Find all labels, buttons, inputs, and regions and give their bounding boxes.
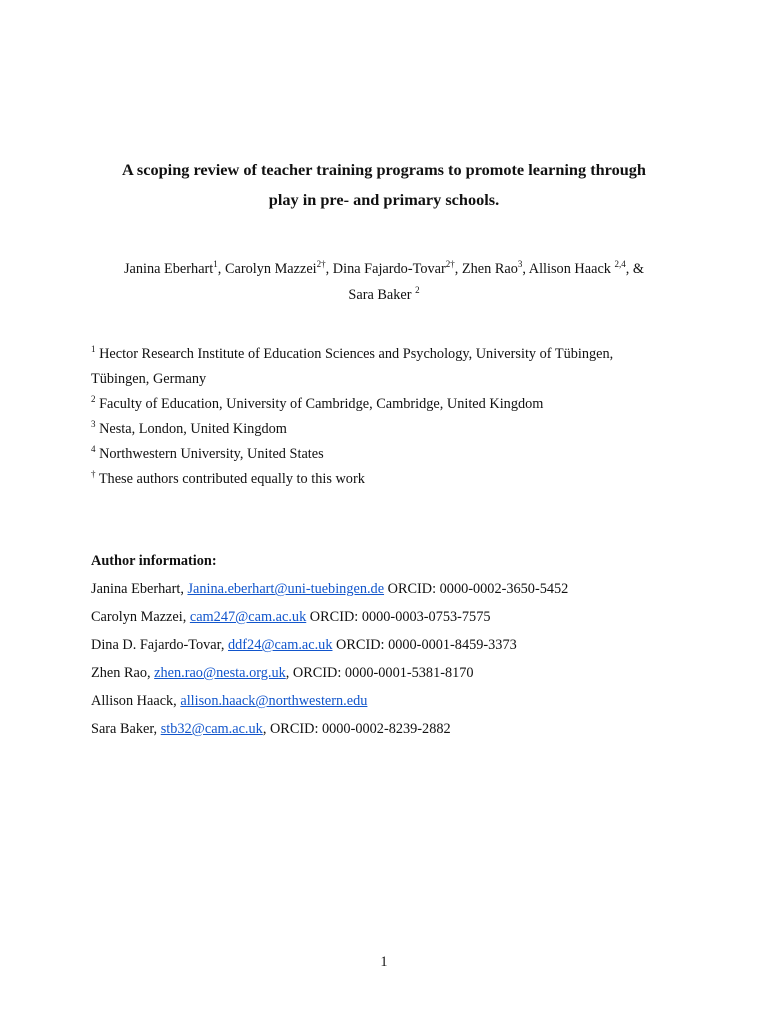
affiliation-text: Nesta, London, United Kingdom	[99, 421, 287, 437]
affiliation-item-continuation: Tübingen, Germany	[91, 371, 207, 387]
author-orcid: , ORCID: 0000-0002-8239-2882	[262, 721, 451, 737]
author-orcid: , ORCID: 0000-0001-5381-8170	[285, 665, 474, 681]
affiliation-mark: †	[91, 469, 96, 479]
title-line-2: play in pre- and primary schools.	[268, 190, 500, 209]
affiliation-text: These authors contributed equally to this work	[98, 471, 365, 487]
page-number: 1	[380, 954, 388, 970]
paper-title	[60, 155, 708, 215]
author-orcid: ORCID: 0000-0002-3650-5452	[384, 581, 569, 597]
author-info-name: Janina Eberhart,	[91, 581, 188, 597]
author-separator: ,	[454, 261, 462, 277]
affiliation-item	[91, 442, 691, 467]
author-affil-mark: 3	[517, 259, 523, 269]
affiliation-item	[91, 417, 691, 442]
author-affil-mark: 2†	[445, 259, 455, 269]
affiliation-item	[91, 342, 691, 367]
author-affil-mark: 2,4	[614, 259, 626, 269]
author-information-section	[91, 547, 711, 743]
author-info-row	[91, 687, 711, 715]
author-affil-mark: 2	[415, 285, 420, 295]
affiliation-item	[91, 392, 691, 417]
author-affil-mark: 2†	[316, 259, 326, 269]
author-info-row	[91, 715, 711, 743]
author-affil-mark: 1	[213, 259, 218, 269]
author-info-name: Carolyn Mazzei,	[91, 609, 190, 625]
author-separator: ,	[325, 261, 333, 277]
author-email-link[interactable]: stb32@cam.ac.uk	[160, 721, 263, 737]
author-email-link[interactable]: Janina.eberhart@uni-tuebingen.de	[187, 581, 385, 597]
affiliation-text: Hector Research Institute of Education Sciences and Psychology, University of Tübingen,	[99, 346, 614, 362]
affiliation-mark: 4	[91, 444, 96, 454]
affiliation-mark: 2	[91, 394, 96, 404]
affiliation-list	[91, 342, 691, 492]
author-info-name: Sara Baker,	[91, 721, 161, 737]
author-list	[70, 256, 698, 308]
author-name: Sara Baker	[348, 287, 416, 303]
author-info-name: Zhen Rao,	[91, 665, 155, 681]
author-separator: ,	[522, 261, 529, 277]
author-email-link[interactable]: allison.haack@northwestern.edu	[180, 693, 368, 709]
affiliation-item	[91, 467, 691, 492]
author-orcid: ORCID: 0000-0001-8459-3373	[332, 637, 517, 653]
author-separator: ,	[217, 261, 225, 277]
title-line-1: A scoping review of teacher training programs to promote learning through	[122, 160, 646, 179]
author-info-row	[91, 631, 711, 659]
author-info-name: Allison Haack,	[91, 693, 181, 709]
author-name: Dina Fajardo-Tovar	[332, 261, 446, 277]
author-separator: , &	[625, 261, 645, 277]
author-information-heading: Author information:	[91, 553, 217, 569]
author-info-row	[91, 659, 711, 687]
affiliation-text: Northwestern University, United States	[99, 446, 324, 462]
author-name: Zhen Rao	[461, 261, 518, 277]
author-name: Allison Haack	[528, 261, 615, 277]
author-name: Carolyn Mazzei	[224, 261, 317, 277]
author-email-link[interactable]: cam247@cam.ac.uk	[189, 609, 307, 625]
affiliation-mark: 3	[91, 419, 96, 429]
author-email-link[interactable]: zhen.rao@nesta.org.uk	[154, 665, 286, 681]
author-email-link[interactable]: ddf24@cam.ac.uk	[228, 637, 333, 653]
author-info-row	[91, 575, 711, 603]
affiliation-mark: 1	[91, 344, 96, 354]
author-info-name: Dina D. Fajardo-Tovar,	[91, 637, 228, 653]
author-info-row	[91, 603, 711, 631]
author-orcid: ORCID: 0000-0003-0753-7575	[306, 609, 491, 625]
author-name: Janina Eberhart	[123, 261, 214, 277]
affiliation-text: Faculty of Education, University of Cambridge, Cambridge, United Kingdom	[99, 396, 544, 412]
